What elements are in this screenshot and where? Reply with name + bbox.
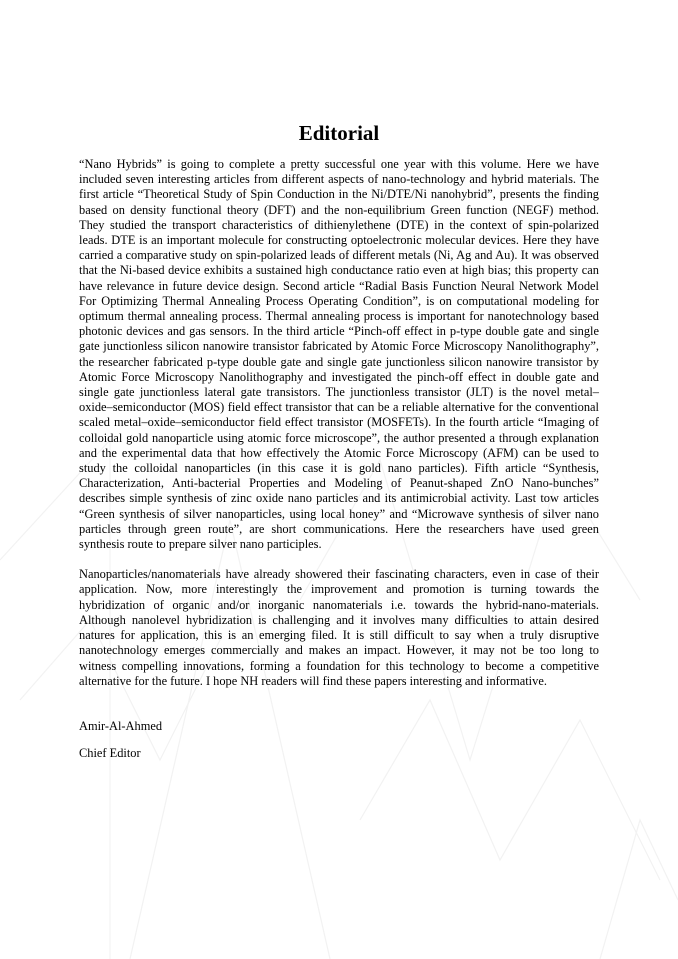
page-title: Editorial <box>298 121 380 145</box>
editorial-page <box>79 120 599 761</box>
author-role: Chief Editor <box>79 745 141 760</box>
body-paragraph-2: Nanoparticles/nanomaterials have already showered their fascinating characters, even in case of their application. Now, more interestingly the improvement and promotion is turning towards the hybridization of organic and/or inorganic nanomaterials i.e. towards the hybrid-nano-materials. Although nanolevel hybridization is challenging and it involves many difficulties to attain desired natures for application, this is an emerging filed. It is still difficult to say when a truly disruptive nanotechnology emerges commercially and makes an impact. However, it may not be too long to witness compelling innovations, forming a foundation for this technology to become a competitive alternative for the future. I hope NH readers will find these papers interesting and informative. <box>79 567 599 688</box>
author-name: Amir-Al-Ahmed <box>79 718 163 733</box>
body-paragraph-1: “Nano Hybrids” is going to complete a pretty successful one year with this volume. Here we have included seven interesting articles from different aspects of nano-technology and hybrid materials. The first article “Theoretical Study of Spin Conduction in the Ni/DTE/Ni nanohybrid”, presents the finding based on density functional theory (DFT) and the non-equilibrium Green function (NEGF) method. They studied the transport characteristics of dithienylethene (DTE) in the context of spin-polarized leads. DTE is an important molecule for constructing optoelectronic molecular devices. Here they have carried a comparative study on spin-polarized leads of different metals (Ni, Ag and Au). It was observed that the Ni-based device exhibits a sustained high conductance ratio even at high bias; this property can have relevance in future device design. Second article “Radial Basis Function Neural Network Model For Optimizing Thermal Annealing Process Operating Condition”, is on computational modeling for optimum thermal annealing process. Thermal annealing process is important for nanotechnology based photonic devices and gas sensors. In the third article “Pinch-off effect in p-type double gate and single gate junctionless silicon nanowire transistor fabricated by Atomic Force Microscopy Nanolithography”, the researcher fabricated p-type double gate and single gate junctionless silicon nanowire transistor by Atomic Force Microscopy Nanolithography and investigated the pinch-off effect in double gate and single gate junctionless lateral gate transistors. The junctionless transistor (JLT) is the novel metal–oxide–semiconductor (MOS) field effect transistor that can be a reliable alternative for the conventional scaled metal–oxide–semiconductor field effect transistor (MOSFETs). In the fourth article “Imaging of colloidal gold nanoparticle using atomic force microscope”, the author presented a through explanation and the experimental data that how effectively the Atomic Force Microscopy (AFM) can be used to study the colloidal nanoparticles (in this case it is gold nano particles). Fifth article “Synthesis, Characterization, Anti-bacterial Properties and Modeling of Peanut-shaped ZnO Nano-bunches” describes simple synthesis of zinc oxide nano particles and its antimicrobial activity. Last tow articles “Green synthesis of silver nanoparticles, using local honey” and “Microwave synthesis of silver nano particles through green route”, are short communications. Here the researchers have used green synthesis route to prepare silver nano participles. <box>79 157 599 552</box>
